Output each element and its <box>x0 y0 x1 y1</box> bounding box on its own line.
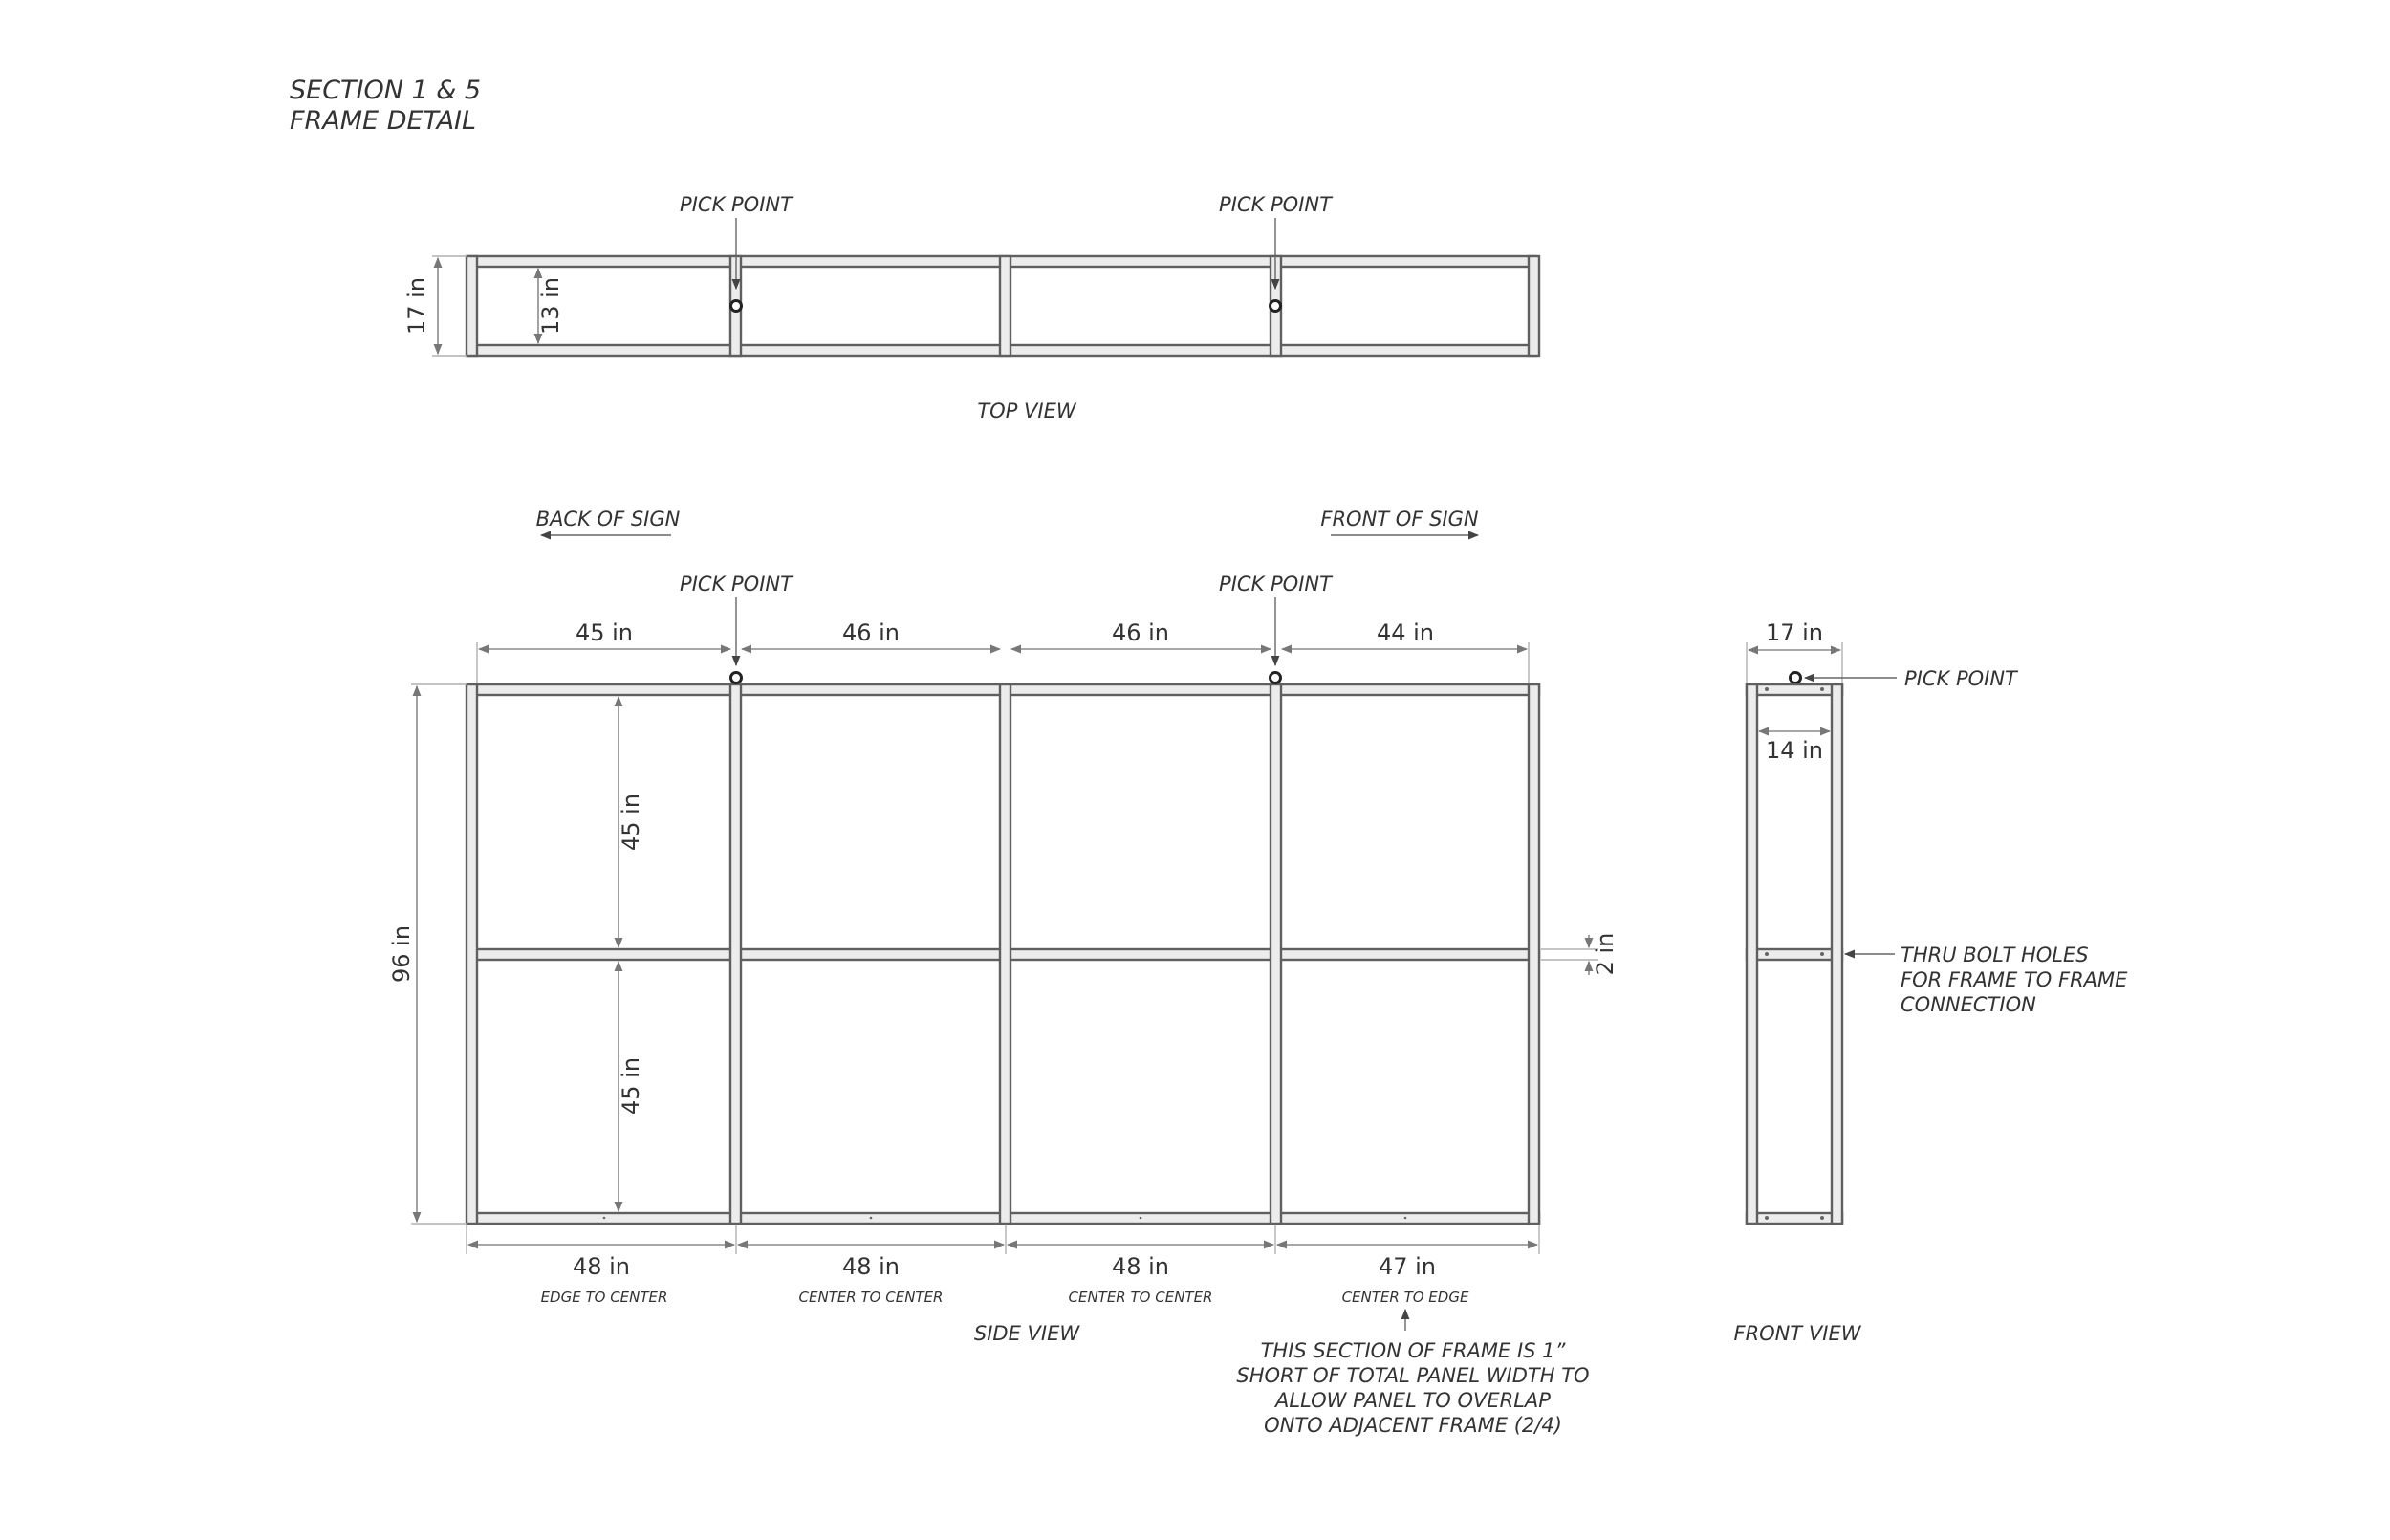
bolt-note-line-3: CONNECTION <box>1901 993 2036 1016</box>
side-view-pick-point-label-left: PICK POINT <box>680 573 793 596</box>
side-view-middle-rail: 2 in <box>1592 932 1619 976</box>
side-view-upper-bay: 45 in <box>618 792 644 852</box>
side-view-pick-point-hole <box>1271 673 1281 683</box>
bottom-note-1: EDGE TO CENTER <box>540 1289 668 1306</box>
front-of-sign-label: FRONT OF SIGN <box>1320 508 1479 531</box>
front-view-pick-point-label: PICK POINT <box>1904 667 2017 690</box>
side-view-pick-point-label-right: PICK POINT <box>1219 573 1332 596</box>
section-title: SECTION 1 & 5 <box>290 76 482 105</box>
frame-note-line-1: THIS SECTION OF FRAME IS 1” <box>1260 1339 1566 1362</box>
top-view-pick-point-hole <box>731 301 742 312</box>
side-view-post <box>1271 684 1281 1224</box>
frame-note-line-3: ALLOW PANEL TO OVERLAP <box>1275 1389 1551 1412</box>
top-view-label: TOP VIEW <box>977 400 1076 423</box>
top-view-pick-point-label-left: PICK POINT <box>680 193 793 216</box>
bottom-note-3: CENTER TO CENTER <box>1068 1289 1213 1306</box>
top-view-pick-point-label-right: PICK POINT <box>1219 193 1332 216</box>
top-dim-bay-3: 46 in <box>1111 619 1170 646</box>
bottom-dim-bay-4: 47 in <box>1378 1253 1437 1280</box>
top-dim-bay-1: 45 in <box>575 619 634 646</box>
side-view-height: 96 in <box>388 924 415 984</box>
top-dim-bay-2: 46 in <box>841 619 901 646</box>
top-dim-bay-4: 44 in <box>1376 619 1435 646</box>
top-view-outer-depth: 17 in <box>403 276 430 336</box>
bottom-dim-bay-3: 48 in <box>1111 1253 1170 1280</box>
bolt-note-line-1: THRU BOLT HOLES <box>1901 944 2089 966</box>
side-view <box>388 508 1619 1437</box>
bottom-dim-bay-2: 48 in <box>841 1253 901 1280</box>
top-view-inner-depth: 13 in <box>537 276 564 336</box>
front-view-rail-top <box>1747 684 1842 695</box>
front-view-pick-point-hole <box>1791 673 1801 683</box>
bottom-dim-bay-1: 48 in <box>572 1253 631 1280</box>
top-view-post <box>467 256 477 356</box>
frame-note-line-4: ONTO ADJACENT FRAME (2/4) <box>1264 1414 1562 1437</box>
top-view-pick-point-hole <box>1271 301 1281 312</box>
front-view-post-left <box>1747 684 1757 1224</box>
top-view <box>403 193 1539 423</box>
top-view-post <box>1529 256 1539 356</box>
bottom-note-4: CENTER TO EDGE <box>1341 1289 1469 1306</box>
section-subtitle: FRAME DETAIL <box>290 106 477 136</box>
front-view-rail-middle <box>1747 949 1842 960</box>
side-view-label: SIDE VIEW <box>973 1322 1080 1345</box>
side-view-post <box>1000 684 1010 1224</box>
frame-note-line-2: SHORT OF TOTAL PANEL WIDTH TO <box>1236 1364 1590 1387</box>
front-view-label: FRONT VIEW <box>1733 1322 1861 1345</box>
side-view-pick-point-hole <box>731 673 742 683</box>
bolt-note-line-2: FOR FRAME TO FRAME <box>1901 968 2128 991</box>
front-view <box>1733 619 2128 1345</box>
side-view-post <box>467 684 477 1224</box>
back-of-sign-label: BACK OF SIGN <box>535 508 681 531</box>
side-view-post <box>1529 684 1539 1224</box>
front-view-post-right <box>1832 684 1842 1224</box>
top-view-post <box>1000 256 1010 356</box>
side-view-post <box>730 684 741 1224</box>
front-view-width: 17 in <box>1765 619 1824 646</box>
bottom-note-2: CENTER TO CENTER <box>798 1289 944 1306</box>
side-view-lower-bay: 45 in <box>618 1056 644 1116</box>
front-view-inner-width: 14 in <box>1765 737 1824 764</box>
front-view-rail-bottom <box>1747 1213 1842 1224</box>
